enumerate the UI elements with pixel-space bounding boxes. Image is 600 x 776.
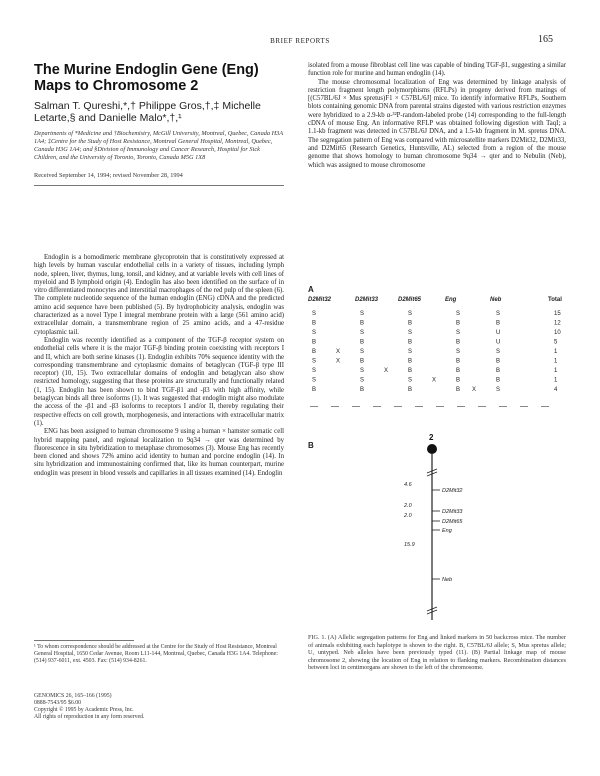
allele-cell: B bbox=[456, 377, 461, 384]
article-affiliations: Departments of *Medicine and †Biochemistry, McGill University, Montreal, Quebec, Canada H3A 1A4; ‡Centre for the Study of Host Resistance, Montreal General Hospital, Montreal, Quebec, Canada H3G 1A4; and §Division of Immunology and Cancer Research, Hospital for Sick Children, and the University of Toronto, Toronto, Canada M5G 1X8 bbox=[34, 130, 284, 161]
allele-cell: B bbox=[408, 339, 413, 346]
allele-cell: S bbox=[360, 330, 365, 336]
figure-panel-b-label: B bbox=[308, 441, 314, 450]
recombination-mark: X bbox=[472, 387, 477, 393]
allele-cell: S bbox=[456, 330, 461, 336]
row-total: 15 bbox=[554, 311, 561, 317]
received-date: Received September 14, 1994; revised November 28, 1994 bbox=[34, 172, 183, 179]
distance-label: 4.6 bbox=[404, 482, 412, 488]
allele-cell: S bbox=[456, 311, 461, 317]
paragraph: The mouse chromosomal localization of Eng was determined by linkage analysis of restriction fragment length polymorphisms (RFLPs) in progeny derived from matings of [(C57BL/6J × Mus spretus)F1 × C57BL/6J] mice. To identify informative RFLPs, Southern blots containing genomic DNA from parental strains digested with various restriction enzymes were hybridized to a 2.9-kb α-³²P-random-labeled probe (14) corresponding to the full-length cDNA of mouse Eng. An informative RFLP was obtained following digestion with TaqI; a 1.1-kb fragment was detected in C57BL/6J DNA, and a 1.5-kb fragment in M. spretus DNA. The segregation pattern of Eng was compared with microsatellite markers D2Mit32, D2Mit33, and D2Mit65 (Research Genetics, Huntsville, AL) selected from a region of the mouse genome that shows homology to human chromosome 9q34 → qter and to Nebulin (Neb), which was assigned to mouse chromosome bbox=[308, 78, 566, 169]
figure-panel-a-label: A bbox=[308, 285, 314, 294]
recombination-mark: X bbox=[336, 349, 341, 355]
row-total: 1 bbox=[554, 368, 558, 374]
copyright-line: Copyright © 1995 by Academic Press, Inc. bbox=[34, 707, 134, 713]
table-header: D2Mit33 bbox=[355, 297, 379, 303]
allele-cell: U bbox=[496, 330, 501, 336]
right-column-body bbox=[308, 62, 566, 170]
allele-cell: B bbox=[456, 358, 461, 365]
recombination-mark: X bbox=[336, 358, 341, 365]
allele-cell: S bbox=[312, 330, 317, 336]
footnote-divider bbox=[34, 640, 134, 641]
allele-cell: B bbox=[408, 387, 413, 393]
allele-cell: S bbox=[360, 349, 365, 355]
figure-caption: FIG. 1. (A) Allelic segregation patterns for Eng and linked markers in 50 backcross mice. The number of animals exhibiting each haplotype is shown to the right. B, C57BL/6J allele; S, Mus spretus allele; U, untyped. Neb alleles have been previously typed (11). (B) Partial linkage map of mouse chromosome 2, showing the location of Eng in relation to flanking markers. Recombination distances between loci in centimorgans are shown to the left of the chromosome. bbox=[308, 634, 566, 671]
allele-cell: B bbox=[496, 320, 501, 327]
allele-cell: S bbox=[312, 368, 317, 374]
running-title: BRIEF REPORTS bbox=[270, 37, 330, 45]
article-title: The Murine Endoglin Gene (Eng) Maps to Chromosome 2 bbox=[34, 62, 259, 94]
header-divider bbox=[34, 185, 284, 186]
allele-cell: S bbox=[408, 377, 413, 384]
row-total: 4 bbox=[554, 387, 558, 393]
table-header: D2Mit65 bbox=[398, 297, 422, 303]
row-total: 1 bbox=[554, 358, 558, 365]
allele-cell: U bbox=[496, 339, 501, 346]
linkage-map bbox=[308, 430, 566, 630]
allele-cell: S bbox=[496, 387, 501, 393]
allele-cell: B bbox=[496, 358, 501, 365]
allele-cell: B bbox=[456, 339, 461, 346]
chromosome-label: 2 bbox=[429, 433, 434, 442]
distance-label: 15.9 bbox=[404, 542, 415, 548]
marker-label: D2Mit32 bbox=[442, 488, 463, 494]
allele-cell: B bbox=[360, 387, 365, 393]
allele-cell: B bbox=[496, 368, 501, 374]
page-number: 165 bbox=[538, 34, 553, 45]
marker-label: Eng bbox=[442, 528, 452, 534]
allele-cell: S bbox=[408, 330, 413, 336]
allele-cell: S bbox=[456, 349, 461, 355]
row-total: 10 bbox=[554, 330, 561, 336]
allele-cell: B bbox=[408, 358, 413, 365]
table-header: Neb bbox=[490, 297, 502, 303]
distance-label: 2.0 bbox=[404, 503, 412, 509]
allele-cell: S bbox=[408, 349, 413, 355]
allele-cell: B bbox=[408, 320, 413, 327]
article-header bbox=[34, 62, 284, 186]
left-column-body bbox=[34, 254, 284, 478]
allele-cell: S bbox=[360, 377, 365, 384]
row-total: 1 bbox=[554, 349, 558, 355]
paragraph: isolated from a mouse fibroblast cell line was capable of binding TGF-β1, suggesting a similar function role for murine and human endoglin (14). bbox=[308, 62, 566, 78]
allele-cell: S bbox=[496, 311, 501, 317]
allele-cell: S bbox=[312, 377, 317, 384]
allele-cell: B bbox=[456, 368, 461, 374]
centromere-icon bbox=[427, 444, 437, 454]
allele-cell: S bbox=[360, 368, 365, 374]
allele-cell: B bbox=[360, 320, 365, 327]
recombination-mark: X bbox=[384, 368, 389, 374]
allele-cell: S bbox=[360, 311, 365, 317]
allele-cell: B bbox=[360, 339, 365, 346]
paragraph: Endoglin is a homodimeric membrane glycoprotein that is constitutively expressed at high levels by human vascular endothelial cells in a variety of tissues, including lymph node, spleen, liver, thymus, lung, tonsil, and kidney, and at variable levels with cell lines of myeloid and B lymphoid origin (4). Endoglin has also been identified on the surface of in vitro differentiated monocytes and interstitial macrophages of the red pulp of the spleen (6). The complete nucleotide sequence of the human endoglin (ENG) cDNA and the predicted amino acid sequence have been published (5). By hydrophobicity analysis, endoglin was characterized as a novel Type I integral membrane protein with a large (561 amino acid) extracellular domain, a transmembrane region of 25 amino acids, and a 47-residue cytoplasmic tail. bbox=[34, 254, 284, 336]
allele-cell: B bbox=[456, 320, 461, 327]
article-authors: Salman T. Qureshi,*,† Philippe Gros,†,‡ Michelle Letarte,§ and Danielle Malo*,†,¹ bbox=[34, 100, 261, 124]
row-total: 5 bbox=[554, 339, 558, 346]
marker-label: Neb bbox=[442, 577, 453, 583]
row-total: 1 bbox=[554, 377, 558, 384]
allele-cell: S bbox=[496, 349, 501, 355]
marker-label: D2Mit65 bbox=[442, 519, 463, 525]
table-header: Eng bbox=[445, 297, 457, 303]
distance-label: 2.0 bbox=[404, 513, 412, 519]
table-header: Total bbox=[548, 297, 562, 303]
journal-citation: GENOMICS 26, 165–166 (1995) bbox=[34, 693, 112, 699]
journal-price: 0888-7543/95 $6.00 bbox=[34, 700, 82, 706]
allele-cell: B bbox=[360, 358, 365, 365]
allele-cell: B bbox=[496, 377, 501, 384]
table-header: D2Mit32 bbox=[308, 297, 332, 303]
allele-cell: B bbox=[408, 368, 413, 374]
allele-cell: B bbox=[312, 320, 317, 327]
footnote: ¹ To whom correspondence should be addressed at the Centre for the Study of Host Resistance, Montreal General Hospital, 1650 Cedar Avenue, Room L11-144, Montreal, Quebec, Canada H3G 1A4. Telephone: (514) 937-6011, ext. 4503. Fax: (514) 934-8261. bbox=[34, 644, 278, 664]
recombination-mark: X bbox=[432, 377, 437, 384]
paragraph: Endoglin was recently identified as a component of the TGF-β receptor system on endothelial cells where it is the major TGF-β binding protein coexisting with receptors I and II, which are both serine kinases (1). Endoglin exhibits 70% sequence identity with the corresponding transmembrane and cytoplasmic domains of betaglycan (TGF-β type III receptor) (10, 15). Two extracellular domains of endoglin and betaglycan also show restricted homology, suggesting that these proteins are structurally and functionally related (1, 15). Endoglin has been shown to bind TGF-β1 and -β3 with high affinity, while betaglycan binds all three isoforms (1). It was suggested that endoglin might also modulate the access of the -β1 and -β3 isoforms to receptors I and/or II, thereby regulating their respective effects on cell growth, morphogenesis, and interactions with extracellular matrix (1). bbox=[34, 336, 284, 427]
allele-cell: B bbox=[312, 349, 317, 355]
allele-cell: S bbox=[312, 311, 317, 317]
allele-cell: B bbox=[312, 339, 317, 346]
row-total: 12 bbox=[554, 320, 561, 327]
allele-cell: S bbox=[312, 358, 317, 365]
marker-label: D2Mit33 bbox=[442, 509, 463, 515]
allele-cell: B bbox=[456, 387, 461, 393]
paragraph: ENG has been assigned to human chromosome 9 using a human × hamster somatic cell hybrid mapping panel, and regional localization to 9q34 → qter was determined by fluorescence in situ hybridization to metaphase chromosomes (3). Mouse Eng has recently been cloned and shows 72% amino acid identity to human and porcine endoglin (14). In situ hybridization and immunostaining confirmed that, like its human counterpart, murine endoglin was present in blood vessels and capillaries in all tissues examined (14). Endoglin bbox=[34, 428, 284, 477]
allele-cell: S bbox=[408, 311, 413, 317]
haplotype-table bbox=[308, 293, 566, 423]
rights-line: All rights of reproduction in any form reserved. bbox=[34, 714, 145, 720]
journal-info bbox=[34, 693, 284, 721]
allele-cell: B bbox=[312, 387, 317, 393]
